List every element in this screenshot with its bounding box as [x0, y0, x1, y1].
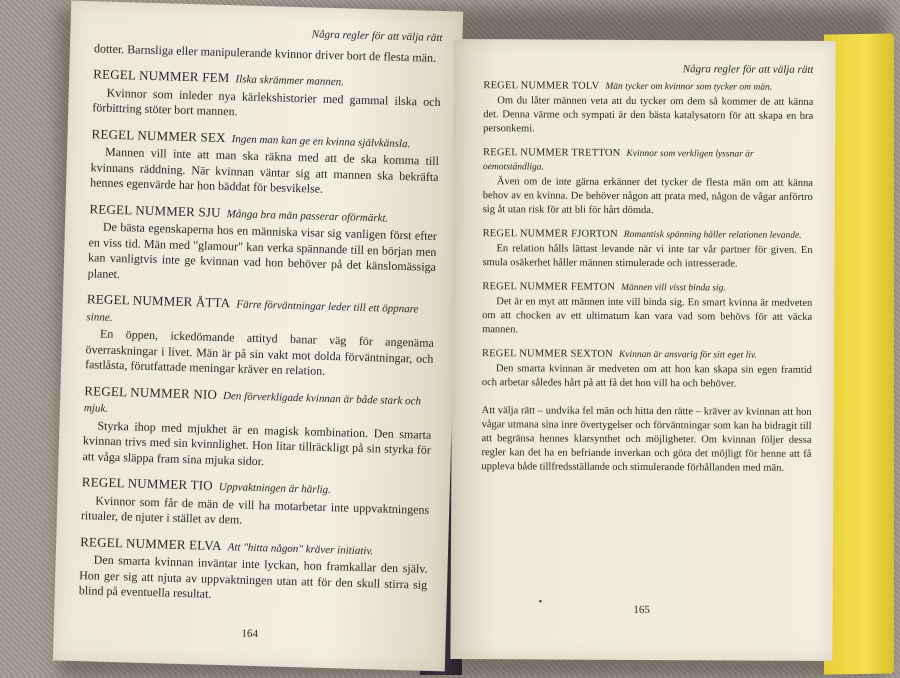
rule-subtitle: Att "hitta någon" kräver initiativ. [227, 540, 374, 557]
rule-title: REGEL NUMMER SEXTON [481, 348, 613, 360]
rule-title: REGEL NUMMER ELVA [79, 533, 222, 553]
page-mark: • [538, 596, 543, 608]
rule-block [482, 227, 812, 272]
rule-body: Mannen vill inte att man ska räkna med att de ska komma till kvinnans räddning. När kvinnan väntar sig att mannen ska bekräfta hennes egenvärde har hon bäddat för besvikelse. [90, 144, 440, 196]
rule-title: REGEL NUMMER FEMTON [482, 281, 616, 293]
left-page [53, 1, 463, 672]
rule-body: Kvinnor som inleder nya kärlekshistorier med gammal ilska och förbittring stöter bort mannen. [92, 85, 441, 119]
rule-subtitle: Uppvaktningen är härlig. [218, 480, 332, 497]
rule-subtitle: Ilska skrämmer mannen. [235, 73, 345, 89]
rule-body: Om du låter männen veta att du tycker om dem så kommer de att känna det. Denna värme och sympati är den bästa katalysatorn för att skapa en bra personkemi. [483, 95, 814, 135]
rule-body: Den smarta kvinnan inväntar inte lyckan, hon framkallar den själv. Hon ger sig att njuta av uppvaktningen utan att för den skull stirra sig blind på eventuella resultat. [78, 552, 428, 601]
rule-body: Den smarta kvinnan är medveten om att hon kan skapa sin egen framtid och arbetar således hårt på att få det hon vill ha och behöver. [481, 363, 812, 390]
rule-body: Även om de inte gärna erkänner det tycker de flesta män om att känna behov av en kvinna. De behöver någon att prata med, någon de vågar anförtro sig åt utan risk för att bli för hårt dömda. [482, 176, 813, 217]
running-head: Några regler för att välja rätt [682, 63, 814, 76]
page-number: 165 [633, 603, 650, 617]
right-page [450, 39, 835, 661]
rule-body: Det är en myt att männen inte vill binda sig. En smart kvinna är medveten om att chocken av ett ultimatum kan vara vad som behövs för att väcka mannen. [482, 296, 813, 336]
rule-subtitle: Kvinnor som verkligen lyssnar är oemotståndliga. [482, 148, 754, 173]
rule-subtitle: Kvinnan är ansvarig för sitt eget liv. [618, 349, 757, 361]
rule-title: REGEL NUMMER TRETTON [483, 147, 621, 159]
rule-subtitle: Färre förväntningar leder till ett öppnare sinne. [86, 298, 419, 324]
rule-block [82, 383, 432, 474]
rule-subtitle: Den förverkligade kvinnan är både stark och mjuk. [83, 389, 422, 415]
rule-block [483, 146, 813, 219]
rule-title: REGEL NUMMER TOLV [483, 80, 600, 92]
rule-title: REGEL NUMMER ÅTTA [86, 291, 231, 311]
rule-subtitle: Många bra män passerar oförmärkt. [226, 207, 389, 225]
rule-title: REGEL NUMMER TIO [81, 474, 214, 493]
rule-title: REGEL NUMMER FJORTON [482, 228, 618, 240]
rule-body: Styrka ihop med mjukhet är en magisk kombination. Den smarta kvinnan trivs med sin kvinnlighet. Hon litar tillräckligt på sin styrka för att våga släppa fram sina mjuka sidor. [82, 418, 432, 468]
rule-block [482, 280, 812, 339]
rule-block [85, 291, 435, 382]
rule-block [87, 201, 437, 291]
rule-title: REGEL NUMMER SJU [89, 200, 221, 220]
rule-subtitle: Romantisk spänning håller relationen levande. [623, 229, 802, 241]
rule-subtitle: Män tycker om kvinnor som tycker om män. [605, 81, 773, 93]
rule-block [482, 347, 812, 392]
intro-text: dotter. Barnsliga eller manipulerande kvinnor driver bort de flesta män. [93, 40, 437, 65]
rule-block [90, 126, 440, 201]
running-head: Några regler för att välja rätt [311, 28, 443, 45]
rule-title: REGEL NUMMER NIO [84, 382, 218, 402]
rule-body: De bästa egenskaperna hos en människa visar sig vanligen först efter en viss tid. Män med "glamour" kan verka spännande till en början men kan vanligtvis inte ge kvinnan vad hon behöver på det känslomässiga planet. [87, 219, 438, 281]
closing-paragraph: Att välja rätt – undvika fel män och hitta den rätte – kräver av kvinnan att hon vågar utmana sina inre övertygelser och förväntningar som kan ha bidragit till att begränsa hennes klarsynthet och möjligheter. Om kvinnan följer dessa regler kan det ha en befriande inverkan och göra det möjligt för henne att få uppleva både tillfredsställande och stimulerande förhållanden med män. [481, 405, 812, 474]
rule-block [79, 534, 429, 609]
page-number: 164 [241, 627, 259, 641]
rule-body: Kvinnor som får de män de vill ha motarbetar inte uppvaktningens ritualer, de njuter i stället av dem. [80, 493, 430, 527]
rule-body: En öppen, ickedömande attityd banar väg för angenäma överraskningar i livet. Män är på sin vakt mot dolda förväntningar, och fastlåsta, förutfattade meningar kräver en relation. [84, 326, 435, 378]
rule-body: En relation hålls lättast levande när vi inte tar vår partner för given. En smula osäkerhet håller männen stimulerade och intresserade. [482, 243, 813, 270]
rule-block [483, 79, 813, 138]
rule-block [81, 474, 430, 533]
rule-subtitle: Ingen man kan ge en kvinna självkänsla. [231, 132, 411, 150]
rule-subtitle: Männen vill visst binda sig. [621, 282, 726, 294]
rule-title: REGEL NUMMER FEM [93, 66, 230, 86]
rule-block [92, 66, 441, 125]
rule-title: REGEL NUMMER SEX [91, 125, 226, 145]
